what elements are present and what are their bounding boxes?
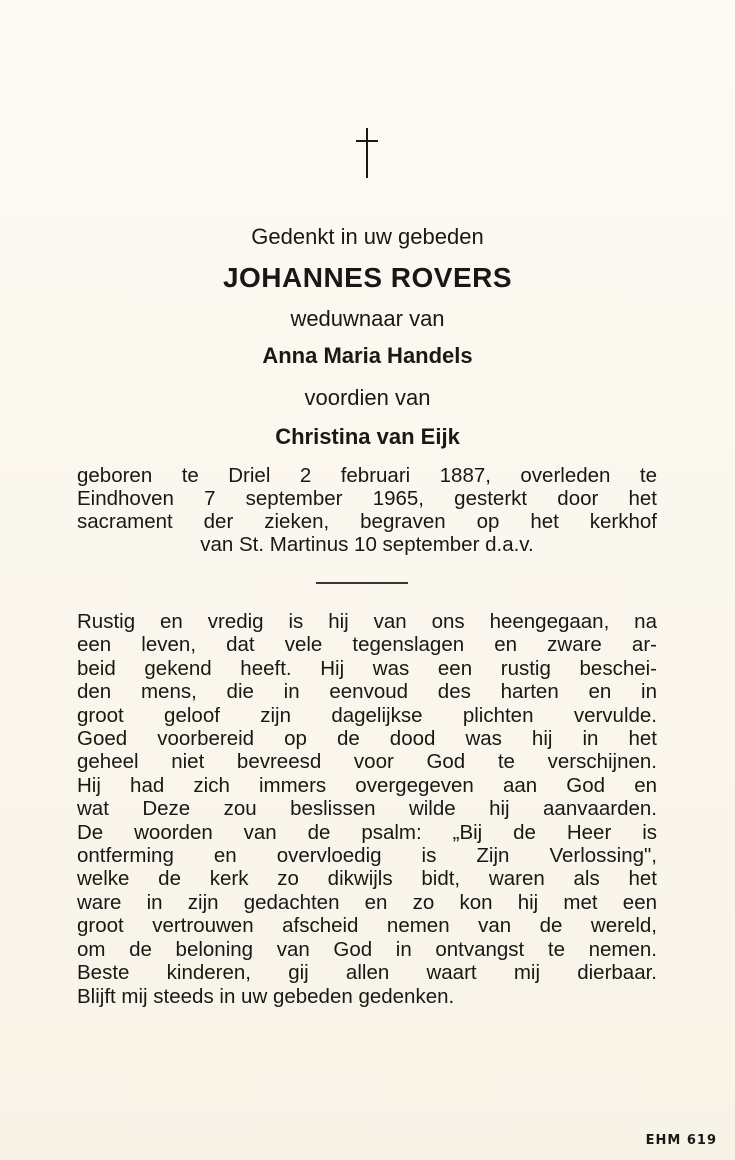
memorial-line: groot vertrouwen afscheid nemen van de wereld, xyxy=(77,914,657,938)
memorial-text xyxy=(77,610,657,1008)
memorial-line: wat Deze zou beslissen wilde hij aanvaarden. xyxy=(77,797,657,821)
memorial-line: De woorden van de psalm: „Bij de Heer is xyxy=(77,820,657,844)
biography-text xyxy=(77,464,657,556)
memorial-line: beid gekend heeft. Hij was een rustig beschei- xyxy=(77,656,657,680)
memorial-line: geheel niet bevreesd voor God te verschijnen. xyxy=(77,750,657,774)
memorial-line: ware in zijn gedachten en zo kon hij met een xyxy=(77,890,657,914)
bio-line: geboren te Driel 2 februari 1887, overleden te xyxy=(77,464,657,487)
print-code: EHM 619 xyxy=(645,1133,717,1148)
memorial-line: Rustig en vredig is hij van ons heengegaan, na xyxy=(77,610,657,633)
memorial-line: Goed voorbereid op de dood was hij in het xyxy=(77,727,657,751)
deceased-name: JOHANNES ROVERS xyxy=(222,262,513,293)
memorial-line: Beste kinderen, gij allen waart mij dierbaar. xyxy=(77,961,657,985)
memorial-line: Blijft mij steeds in uw gebeden gedenken. xyxy=(77,984,455,1008)
intro-text: Gedenkt in uw gebeden xyxy=(251,224,484,249)
relation-text-1: weduwnaar van xyxy=(290,306,445,331)
memorial-line: Hij had zich immers overgegeven aan God en xyxy=(77,773,657,797)
memorial-line: den mens, die in eenvoud des harten en in xyxy=(77,680,657,704)
spouse-name-2: Christina van Eijk xyxy=(275,424,460,449)
memorial-line: welke de kerk zo dikwijls bidt, waren als het xyxy=(77,867,657,891)
memorial-line: een leven, dat vele tegenslagen en zware ar- xyxy=(77,633,657,657)
memorial-line: ontferming en overvloedig is Zijn Verlossing", xyxy=(77,844,657,868)
memorial-line: groot geloof zijn dagelijkse plichten vervulde. xyxy=(77,703,657,727)
divider xyxy=(316,582,408,584)
spouse-name-1: Anna Maria Handels xyxy=(262,343,473,368)
bio-line: sacrament der zieken, begraven op het kerkhof xyxy=(77,510,657,533)
latin-cross-icon xyxy=(354,128,380,178)
memorial-line: om de beloning van God in ontvangst te nemen. xyxy=(77,937,657,961)
bio-line: van St. Martinus 10 september d.a.v. xyxy=(200,533,534,556)
relation-text-2: voordien van xyxy=(304,385,431,410)
bio-line: Eindhoven 7 september 1965, gesterkt door het xyxy=(77,487,657,510)
